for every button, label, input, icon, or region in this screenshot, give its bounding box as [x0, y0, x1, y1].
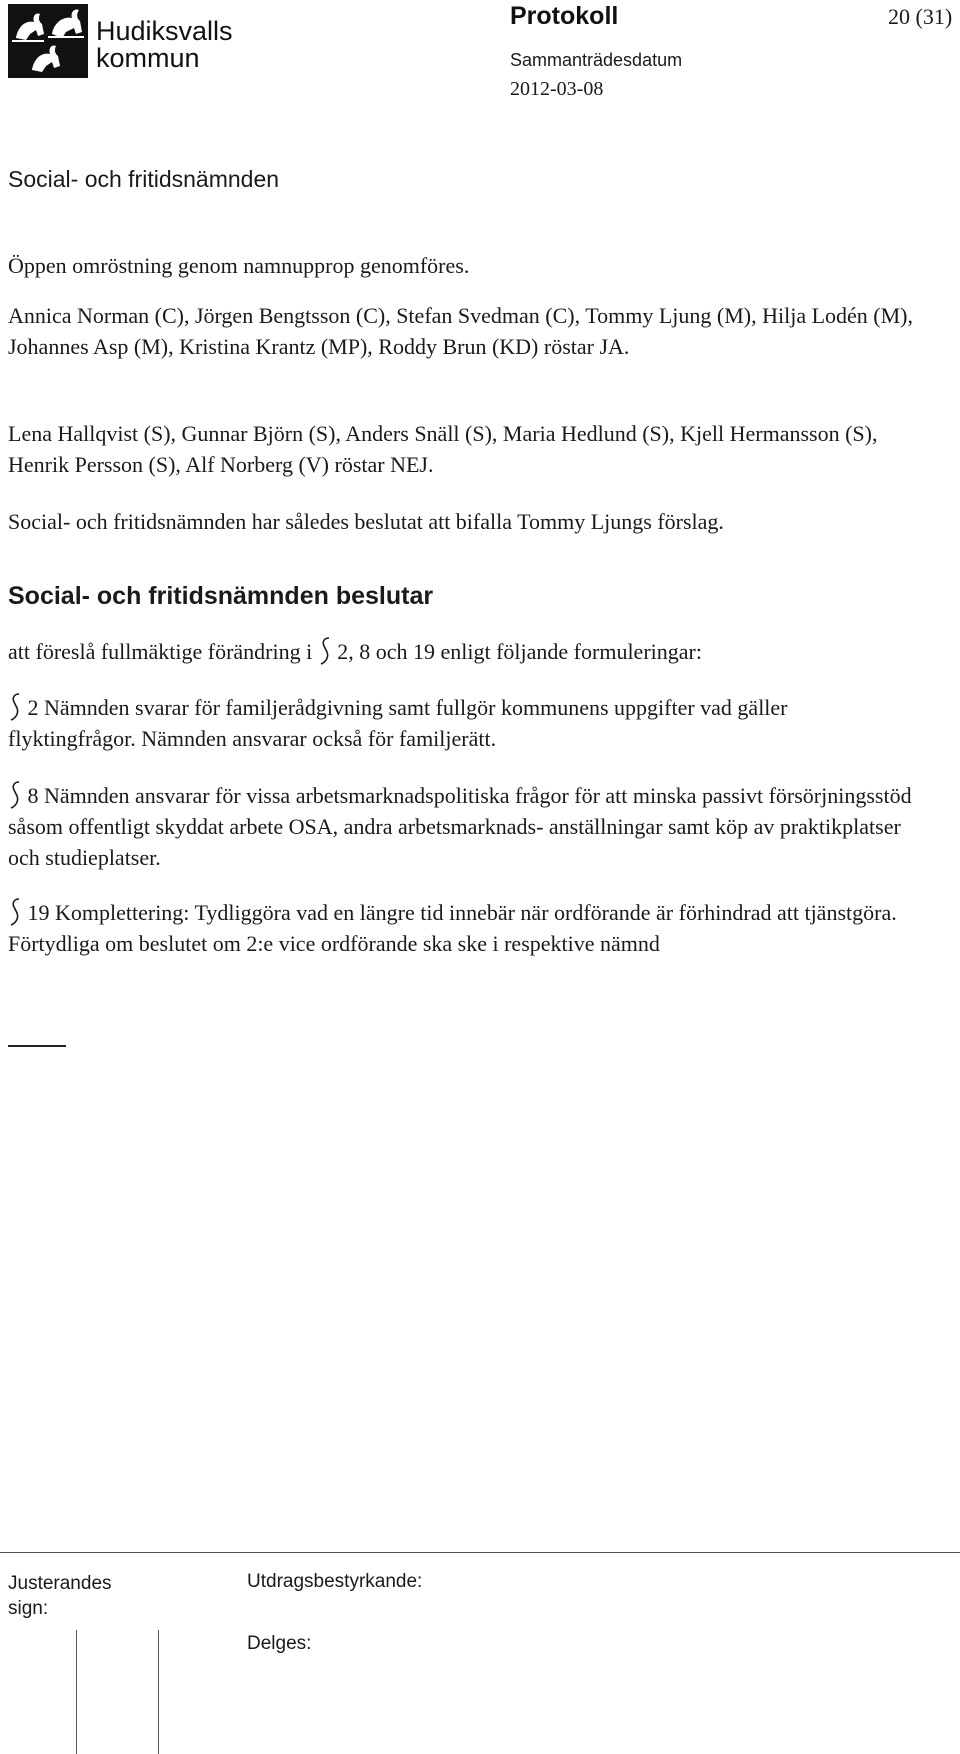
- proposal-line: [8, 636, 918, 667]
- logo-line-2: kommun: [96, 43, 200, 73]
- section-sign-icon: [8, 780, 22, 810]
- municipality-logo: [8, 4, 258, 78]
- vote-yes-list: Annica Norman (C), Jörgen Bengtsson (C), Stefan Svedman (C), Tommy Ljung (M), Hilja Lodén (M), Johannes Asp (M), Kristina Krantz (MP), Roddy Brun (KD) röstar JA.: [8, 303, 914, 359]
- document-type: Protokoll: [510, 2, 619, 30]
- section-sign-icon: [318, 636, 332, 666]
- vote-no-list: Lena Hallqvist (S), Gunnar Björn (S), Anders Snäll (S), Maria Hedlund (S), Kjell Hermansson (S), Henrik Persson (S), Alf Norberg (V) röstar NEJ.: [8, 421, 878, 477]
- goat-emblem-icon: [8, 4, 88, 78]
- extract-certification-label: Utdragsbestyrkande:: [247, 1571, 423, 1592]
- section-8-text: [8, 780, 918, 873]
- section-sign-icon: [8, 692, 22, 722]
- adjusters-signature-label: Justerandes sign:: [8, 1573, 112, 1619]
- section-8-body: 8 Nämnden ansvarar för vissa arbetsmarknadspolitiska frågor för att minska passivt försörjningsstöd såsom offentligt skyddat arbete OSA, andra arbetsmarknads- anställningar samt köp av praktikplatser och studieplatser.: [8, 783, 912, 870]
- logo-line-1: Hudiksvalls: [96, 16, 233, 46]
- page-number: 20 (31): [888, 4, 953, 29]
- meeting-date-value: 2012-03-08: [510, 78, 604, 100]
- section-sign-icon: [8, 897, 22, 927]
- section-19-text: [8, 897, 918, 959]
- footer-divider: [0, 1552, 960, 1553]
- vote-result: Social- och fritidsnämnden har således beslutat att bifalla Tommy Ljungs förslag.: [8, 509, 724, 534]
- proposal-text-after: 2, 8 och 19 enligt följande formuleringar:: [337, 639, 702, 664]
- logo-wordmark: [96, 18, 233, 72]
- section-19-body: 19 Komplettering: Tydliggöra vad en längre tid innebär när ordförande är förhindrad att tjänstgöra. Förtydliga om beslutet om 2:e vice ordförande ska ske i respektive nämnd: [8, 900, 897, 956]
- proposal-text-before: att föreslå fullmäktige förändring i: [8, 639, 313, 664]
- distribution-label: Delges:: [247, 1633, 312, 1654]
- end-rule: [8, 1045, 66, 1047]
- vote-intro: Öppen omröstning genom namnupprop genomföres.: [8, 253, 470, 278]
- meeting-date-label: Sammanträdesdatum: [510, 50, 683, 70]
- signature-box-divider: [76, 1630, 77, 1754]
- committee-title: Social- och fritidsnämnden: [8, 166, 280, 192]
- section-2-text: [8, 692, 918, 754]
- decision-heading: Social- och fritidsnämnden beslutar: [8, 582, 434, 610]
- section-2-body: 2 Nämnden svarar för familjerådgivning samt fullgör kommunens uppgifter vad gäller flyktingfrågor. Nämnden ansvarar också för familjerätt.: [8, 695, 788, 751]
- signature-box-divider: [158, 1630, 159, 1754]
